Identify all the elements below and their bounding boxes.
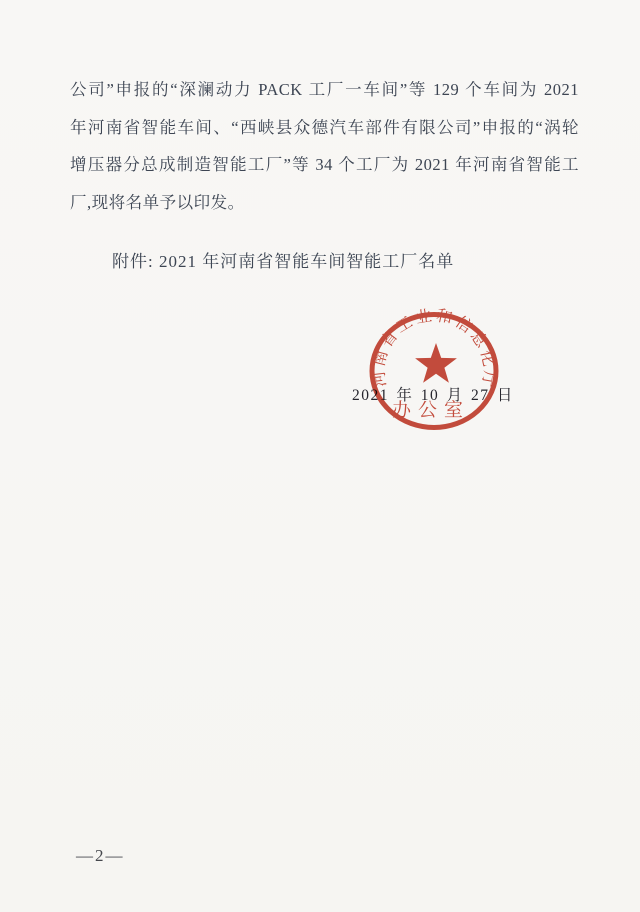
paragraph-line-2: 年河南省智能车间、“西峡县众德汽车部件有限公司”申报的“涡轮 bbox=[70, 117, 579, 137]
attachment-line: 附件: 2021 年河南省智能车间智能工厂名单 bbox=[112, 252, 455, 271]
stamp-star-icon bbox=[415, 343, 457, 383]
date-line: 2021 年 10 月 27 日 bbox=[352, 387, 514, 404]
stamp-arc-text: 河南省工业和信息化厅 bbox=[370, 307, 498, 392]
paragraph-line-4: 厂,现将名单予以印发。 bbox=[70, 192, 245, 212]
body-paragraph bbox=[70, 71, 579, 221]
stamp-office-text: 办公室 bbox=[391, 400, 471, 421]
paragraph-line-3: 增压器分总成制造智能工厂”等 34 个工厂为 2021 年河南省智能工 bbox=[70, 155, 579, 174]
page-number: —2— bbox=[76, 846, 125, 865]
paragraph-line-1: 公司”申报的“深澜动力 PACK 工厂一车间”等 129 个车间为 2021 bbox=[70, 80, 579, 99]
official-seal-stamp bbox=[362, 299, 506, 443]
